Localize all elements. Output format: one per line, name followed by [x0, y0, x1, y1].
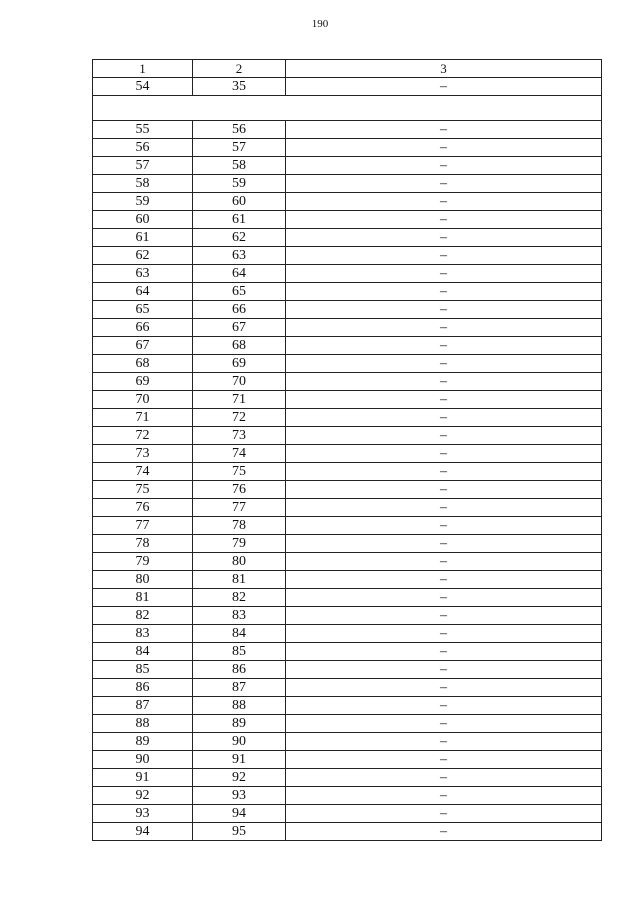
table-cell-col3: –: [286, 139, 602, 157]
table-cell-col2: 93: [193, 787, 286, 805]
table-cell-col2: 35: [193, 78, 286, 96]
table-cell-col2: 64: [193, 265, 286, 283]
table-row: [93, 625, 602, 643]
table-cell-col1: 63: [93, 265, 193, 283]
data-table: [92, 59, 602, 841]
table-cell-col2: 85: [193, 643, 286, 661]
table-cell-col1: 81: [93, 589, 193, 607]
table-row: [93, 661, 602, 679]
table-cell-col3: –: [286, 355, 602, 373]
table-cell-col1: 92: [93, 787, 193, 805]
table-row: [93, 481, 602, 499]
table-cell-col3: –: [286, 499, 602, 517]
table-cell-col1: 64: [93, 283, 193, 301]
table-cell-col2: 89: [193, 715, 286, 733]
table-cell-col3: –: [286, 337, 602, 355]
table-row: [93, 769, 602, 787]
table-cell-col3: –: [286, 157, 602, 175]
table-row: [93, 211, 602, 229]
table-row: [93, 463, 602, 481]
table-row: [93, 409, 602, 427]
table-row: [93, 139, 602, 157]
table-cell-col1: 56: [93, 139, 193, 157]
table-cell-col1: 54: [93, 78, 193, 96]
table-cell-col3: –: [286, 517, 602, 535]
table-cell-col3: –: [286, 319, 602, 337]
table-cell-col3: –: [286, 391, 602, 409]
table-cell-col1: 89: [93, 733, 193, 751]
table-row: [93, 823, 602, 841]
table-cell-col2: 57: [193, 139, 286, 157]
table-cell-col3: –: [286, 193, 602, 211]
table-cell-col2: 68: [193, 337, 286, 355]
table-cell-col1: 91: [93, 769, 193, 787]
table-cell-col2: 60: [193, 193, 286, 211]
table-row: [93, 571, 602, 589]
table-cell-col1: 78: [93, 535, 193, 553]
table-row: [93, 805, 602, 823]
table-cell-col2: 78: [193, 517, 286, 535]
table-cell-col1: 80: [93, 571, 193, 589]
table-cell-col3: –: [286, 769, 602, 787]
table-cell-col1: 82: [93, 607, 193, 625]
table-row: [93, 643, 602, 661]
table-cell-col3: –: [286, 643, 602, 661]
table-row-first: [93, 78, 602, 96]
table-cell-col3: –: [286, 121, 602, 139]
table-row: [93, 247, 602, 265]
table-row: [93, 193, 602, 211]
table-header-row: [93, 60, 602, 78]
table-cell-col2: 88: [193, 697, 286, 715]
table-cell-col3: –: [286, 265, 602, 283]
table-cell-col1: 71: [93, 409, 193, 427]
table-cell-col3: –: [286, 679, 602, 697]
table-cell-col1: 66: [93, 319, 193, 337]
table-cell-col1: 79: [93, 553, 193, 571]
table-row: [93, 679, 602, 697]
table-cell-col3: –: [286, 535, 602, 553]
page-number: 190: [311, 18, 329, 30]
table-cell-col2: 87: [193, 679, 286, 697]
table-cell-col3: –: [286, 409, 602, 427]
table-cell-col2: 82: [193, 589, 286, 607]
table-cell-col3: –: [286, 805, 602, 823]
table-row: [93, 121, 602, 139]
table-cell-col2: 73: [193, 427, 286, 445]
table-cell-col2: 80: [193, 553, 286, 571]
table-cell-col2: 83: [193, 607, 286, 625]
table-cell-col1: 73: [93, 445, 193, 463]
table-cell-col1: 83: [93, 625, 193, 643]
table-cell-col1: 61: [93, 229, 193, 247]
table-cell-col2: 81: [193, 571, 286, 589]
table-cell-col2: 59: [193, 175, 286, 193]
table-row: [93, 787, 602, 805]
table-row: [93, 355, 602, 373]
table-cell-col3: –: [286, 751, 602, 769]
table-row: [93, 607, 602, 625]
table-row: [93, 499, 602, 517]
header-cell-1: 1: [93, 60, 193, 78]
header-cell-2: 2: [193, 60, 286, 78]
table-cell-col1: 84: [93, 643, 193, 661]
table-cell-col3: –: [286, 373, 602, 391]
table-cell-col3: –: [286, 733, 602, 751]
table-cell-col2: 72: [193, 409, 286, 427]
table-cell-col1: 60: [93, 211, 193, 229]
table-spacer-row: [93, 96, 602, 121]
table-cell-col2: 92: [193, 769, 286, 787]
table-cell-col2: 61: [193, 211, 286, 229]
table-cell-col3: –: [286, 175, 602, 193]
table-cell-col2: 71: [193, 391, 286, 409]
table-cell-col2: 76: [193, 481, 286, 499]
table-cell-col2: 75: [193, 463, 286, 481]
table-cell-col2: 67: [193, 319, 286, 337]
table-cell-col2: 63: [193, 247, 286, 265]
table-cell-col3: –: [286, 787, 602, 805]
table-cell-col1: 87: [93, 697, 193, 715]
table-cell-col2: 77: [193, 499, 286, 517]
table-cell-col2: 79: [193, 535, 286, 553]
table-cell-col1: 72: [93, 427, 193, 445]
table-row: [93, 445, 602, 463]
table-cell-col2: 66: [193, 301, 286, 319]
table-cell-col2: 84: [193, 625, 286, 643]
table-cell-col3: –: [286, 283, 602, 301]
table-cell-col2: 70: [193, 373, 286, 391]
table-cell-col1: 62: [93, 247, 193, 265]
table-cell-col1: 90: [93, 751, 193, 769]
table-cell-col3: –: [286, 589, 602, 607]
table-row: [93, 733, 602, 751]
table-cell-col3: –: [286, 697, 602, 715]
table-cell-col1: 94: [93, 823, 193, 841]
table-cell-col2: 62: [193, 229, 286, 247]
table-cell-col1: 76: [93, 499, 193, 517]
table-cell-col2: 94: [193, 805, 286, 823]
table-cell-col3: –: [286, 823, 602, 841]
table-row: [93, 301, 602, 319]
table-cell-col1: 75: [93, 481, 193, 499]
table-cell-col2: 69: [193, 355, 286, 373]
table-row: [93, 535, 602, 553]
table-cell-col3: –: [286, 445, 602, 463]
table-cell-col1: 65: [93, 301, 193, 319]
table-row: [93, 157, 602, 175]
table-cell-col1: 55: [93, 121, 193, 139]
table-cell-col3: –: [286, 301, 602, 319]
table-cell-col2: 91: [193, 751, 286, 769]
table-cell-col1: 86: [93, 679, 193, 697]
table-row: [93, 697, 602, 715]
table-row: [93, 589, 602, 607]
table-spacer-cell: [93, 96, 602, 121]
table-cell-col1: 57: [93, 157, 193, 175]
table-cell-col3: –: [286, 481, 602, 499]
table-row: [93, 373, 602, 391]
table-cell-col1: 67: [93, 337, 193, 355]
table-cell-col2: 65: [193, 283, 286, 301]
table-cell-col2: 90: [193, 733, 286, 751]
table-cell-col2: 74: [193, 445, 286, 463]
table-row: [93, 715, 602, 733]
table-row: [93, 751, 602, 769]
table-row: [93, 175, 602, 193]
table-row: [93, 553, 602, 571]
table-cell-col1: 69: [93, 373, 193, 391]
table-cell-col2: 95: [193, 823, 286, 841]
table-row: [93, 391, 602, 409]
table-row: [93, 517, 602, 535]
table-cell-col1: 59: [93, 193, 193, 211]
table-cell-col1: 77: [93, 517, 193, 535]
table-cell-col3: –: [286, 211, 602, 229]
table-cell-col1: 85: [93, 661, 193, 679]
table-cell-col1: 93: [93, 805, 193, 823]
table-cell-col1: 74: [93, 463, 193, 481]
table-cell-col3: –: [286, 427, 602, 445]
table-row: [93, 265, 602, 283]
table-cell-col3: –: [286, 571, 602, 589]
table-cell-col2: 86: [193, 661, 286, 679]
table-cell-col3: –: [286, 553, 602, 571]
table-cell-col1: 88: [93, 715, 193, 733]
table-row: [93, 283, 602, 301]
table-row: [93, 229, 602, 247]
table-row: [93, 319, 602, 337]
table-cell-col3: –: [286, 607, 602, 625]
table-row: [93, 427, 602, 445]
table-cell-col3: –: [286, 463, 602, 481]
table-row: [93, 337, 602, 355]
table-cell-col3: –: [286, 715, 602, 733]
table-cell-col2: 58: [193, 157, 286, 175]
table-body: [93, 60, 602, 841]
table-cell-col3: –: [286, 661, 602, 679]
table-cell-col3: –: [286, 625, 602, 643]
table-cell-col2: 56: [193, 121, 286, 139]
table-cell-col1: 58: [93, 175, 193, 193]
table-cell-col3: –: [286, 247, 602, 265]
header-cell-3: 3: [286, 60, 602, 78]
table-cell-col1: 70: [93, 391, 193, 409]
table-cell-col1: 68: [93, 355, 193, 373]
table-cell-col3: –: [286, 229, 602, 247]
table-cell-col3: –: [286, 78, 602, 96]
